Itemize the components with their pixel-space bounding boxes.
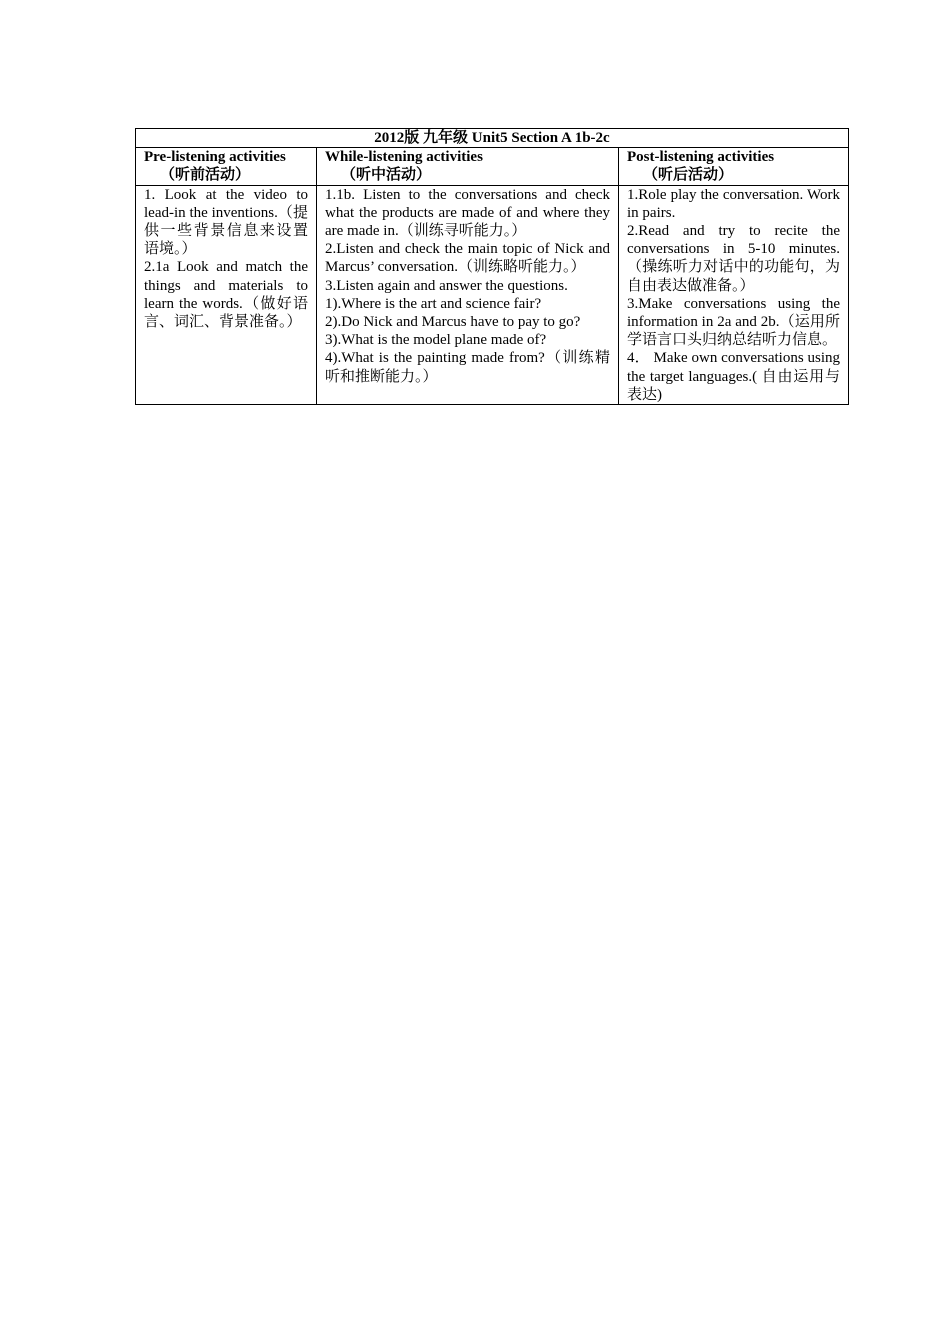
while-listening-item: 3).What is the model plane made of? (325, 332, 547, 349)
post-listening-item: 3.Make conversations using the information in 2a and 2b.（运用所学语言口头归纳总结听力信息。 (627, 295, 840, 349)
pre-listening-cell (136, 185, 317, 404)
post-listening-item: 1.Role play the conversation. Work in pairs. (627, 186, 840, 221)
header-pre-listening (136, 148, 317, 185)
header-row (136, 148, 849, 185)
while-listening-item: 1).Where is the art and science fair? (325, 295, 542, 312)
table-title: 2012版 九年级 Unit5 Section A 1b-2c (136, 129, 849, 148)
header-while-listening-en: While-listening activities (325, 149, 483, 166)
while-listening-item: 4).What is the painting made from?（训练精听和推断能力。） (325, 350, 610, 385)
title-row (136, 129, 849, 148)
while-listening-item: 1.1b. Listen to the conversations and check what the products are made of and where they are made in.（训练寻听能力。） (325, 186, 610, 240)
header-pre-listening-en: Pre-listening activities (144, 149, 286, 166)
while-listening-item: 2.Listen and check the main topic of Nick and Marcus’ conversation.（训练略听能力。） (325, 241, 610, 276)
content-row (136, 185, 849, 404)
header-post-listening (619, 148, 849, 185)
while-listening-item: 2).Do Nick and Marcus have to pay to go? (325, 314, 581, 331)
header-post-listening-zh: （听后活动） (643, 167, 734, 184)
lesson-plan-table (135, 128, 849, 405)
while-listening-item: 3.Listen again and answer the questions. (325, 277, 568, 294)
while-listening-cell (317, 185, 619, 404)
pre-listening-item: 1. Look at the video to lead-in the inventions.（提供一些背景信息来设置语境。） (144, 186, 308, 258)
post-listening-item: 2.Read and try to recite the conversations in 5-10 minutes.（操练听力对话中的功能句，为自由表达做准备。） (627, 223, 840, 294)
post-listening-cell (619, 185, 849, 404)
header-post-listening-en: Post-listening activities (627, 149, 775, 166)
pre-listening-item: 2.1a Look and match the things and materials to learn the words.（做好语言、词汇、背景准备。） (144, 259, 308, 331)
header-while-listening (317, 148, 619, 185)
header-pre-listening-zh: （听前活动） (160, 167, 251, 184)
header-while-listening-zh: （听中活动） (341, 167, 432, 184)
post-listening-item: 4． Make own conversations using the target languages.( 自由运用与表达) (627, 350, 840, 403)
